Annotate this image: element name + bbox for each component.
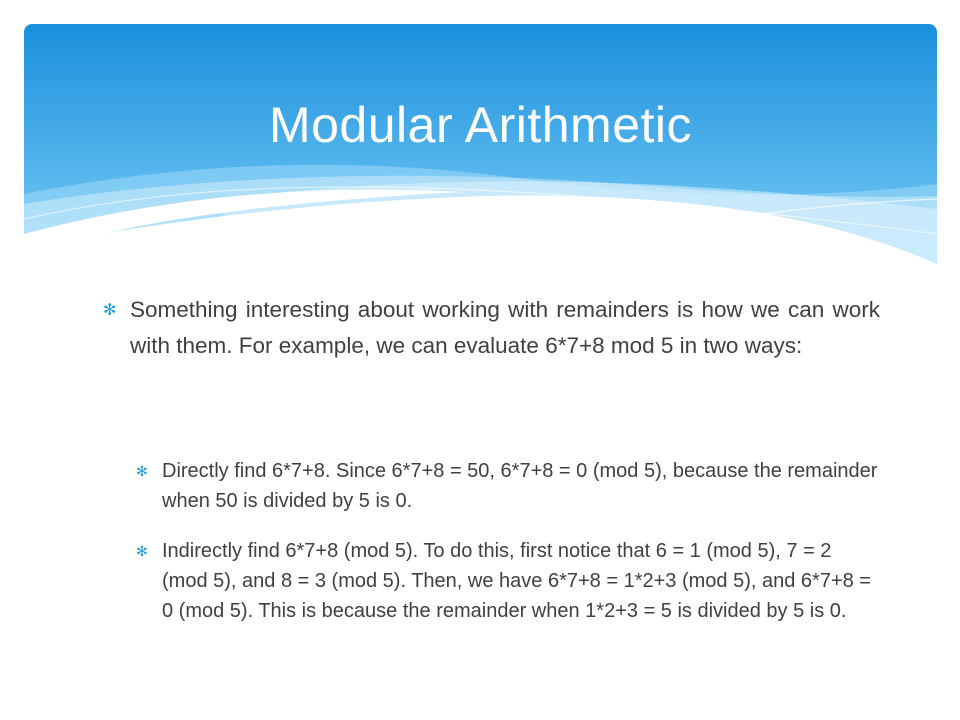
sub-bullet-item <box>136 536 872 626</box>
sub-bullet-item <box>136 456 880 516</box>
asterisk-bullet-icon: ✻ <box>103 302 117 319</box>
asterisk-bullet-icon: ✻ <box>136 463 148 479</box>
bullet-text: Something interesting about working with remainders is how we can work with them. For example, we can evaluate 6*7+8 mod 5 in two ways: <box>130 297 880 358</box>
asterisk-bullet-icon: ✻ <box>136 543 148 559</box>
sub-bullet-text: Directly find 6*7+8. Since 6*7+8 = 50, 6*7+8 = 0 (mod 5), because the remainder when 50 is divided by 5 is 0. <box>162 460 878 512</box>
bullet-item <box>103 292 880 364</box>
sub-bullet-text: Indirectly find 6*7+8 (mod 5). To do this, first notice that 6 = 1 (mod 5), 7 = 2 (mod 5), and 8 = 3 (mod 5). Then, we have 6*7+8 = 1*2+3 (mod 5), and 6*7+8 = 0 (mod 5). This is because the remainder when 1*2+3 = 5 is divided by 5 is 0. <box>162 540 871 622</box>
slide-title: Modular Arithmetic <box>268 97 693 153</box>
